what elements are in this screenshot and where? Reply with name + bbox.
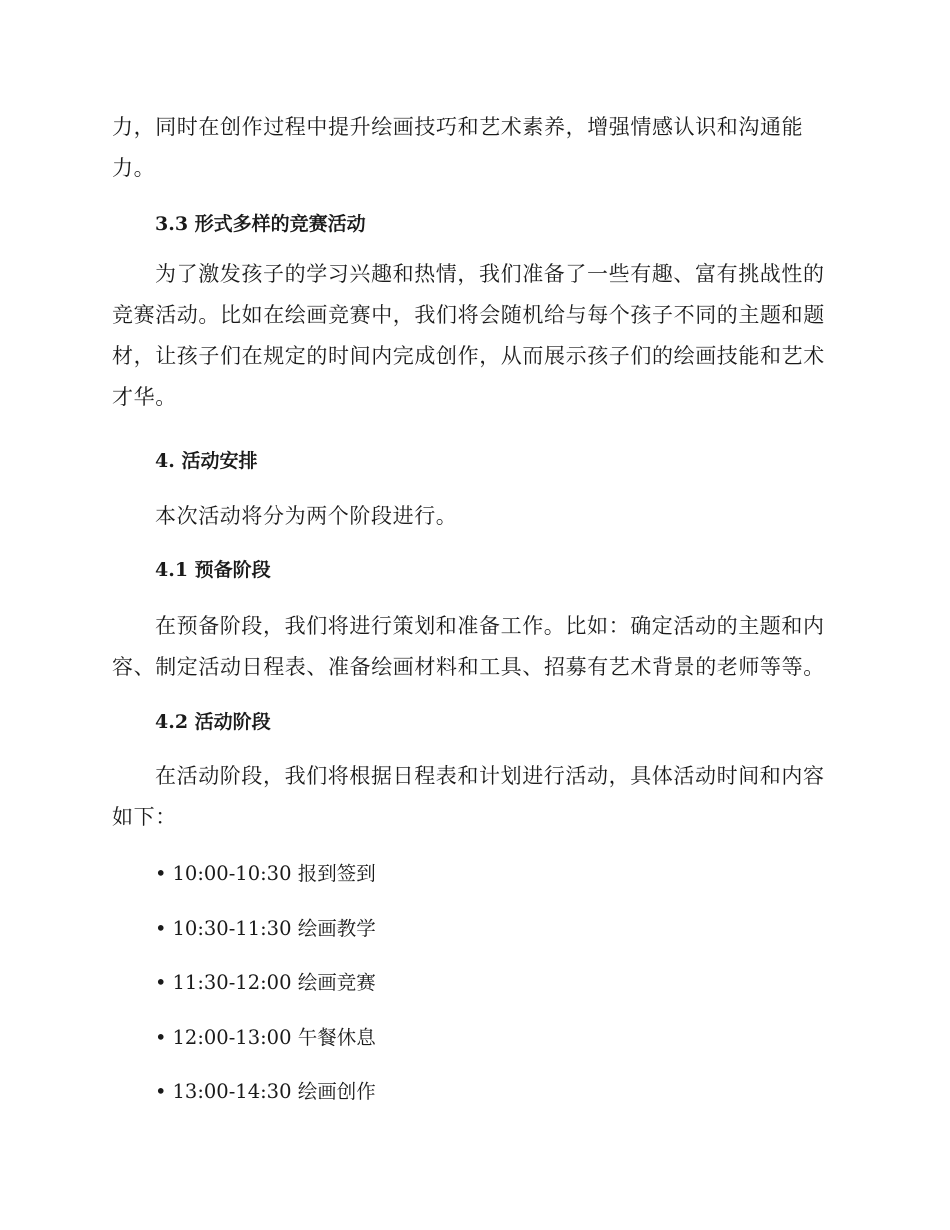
- heading-3-3: 3.3 形式多样的竞赛活动: [155, 213, 366, 235]
- bullet-dot: •: [155, 1026, 167, 1049]
- bullet-dot: •: [155, 862, 167, 885]
- schedule-item: [155, 968, 376, 998]
- heading-4: 4. 活动安排: [155, 450, 258, 472]
- paragraph-3-3: 为了激发孩子的学习兴趣和热情，我们准备了一些有趣、富有挑战性的竞赛活动。比如在绘画竞赛中，我们将会随机给与每个孩子不同的主题和题材，让孩子们在规定的时间内完成创作，从而展示孩子们的绘画技能和艺术才华。: [112, 262, 825, 409]
- bullet-dot: •: [155, 971, 167, 994]
- schedule-item-text: 10:00-10:30 报到签到: [172, 862, 376, 885]
- bullet-dot: •: [155, 917, 167, 940]
- schedule-item-text: 12:00-13:00 午餐休息: [172, 1026, 376, 1049]
- schedule-item: [155, 859, 376, 889]
- paragraph-4-1: 在预备阶段，我们将进行策划和准备工作。比如：确定活动的主题和内容、制定活动日程表、准备绘画材料和工具、招募有艺术背景的老师等等。: [112, 614, 825, 679]
- schedule-item-text: 10:30-11:30 绘画教学: [172, 917, 376, 940]
- schedule-item: [155, 914, 376, 944]
- paragraph-intro-continuation: 力，同时在创作过程中提升绘画技巧和艺术素养，增强情感认识和沟通能力。: [112, 115, 804, 180]
- schedule-item-text: 13:00-14:30 绘画创作: [172, 1080, 376, 1103]
- paragraph-4-2: 在活动阶段，我们将根据日程表和计划进行活动，具体活动时间和内容如下：: [112, 764, 825, 829]
- schedule-item: [155, 1077, 376, 1107]
- heading-4-1: 4.1 预备阶段: [155, 559, 271, 581]
- schedule-item-text: 11:30-12:00 绘画竞赛: [172, 971, 376, 994]
- bullet-dot: •: [155, 1080, 167, 1103]
- paragraph-4: 本次活动将分为两个阶段进行。: [155, 504, 458, 528]
- schedule-item: [155, 1023, 376, 1053]
- heading-4-2: 4.2 活动阶段: [155, 711, 271, 733]
